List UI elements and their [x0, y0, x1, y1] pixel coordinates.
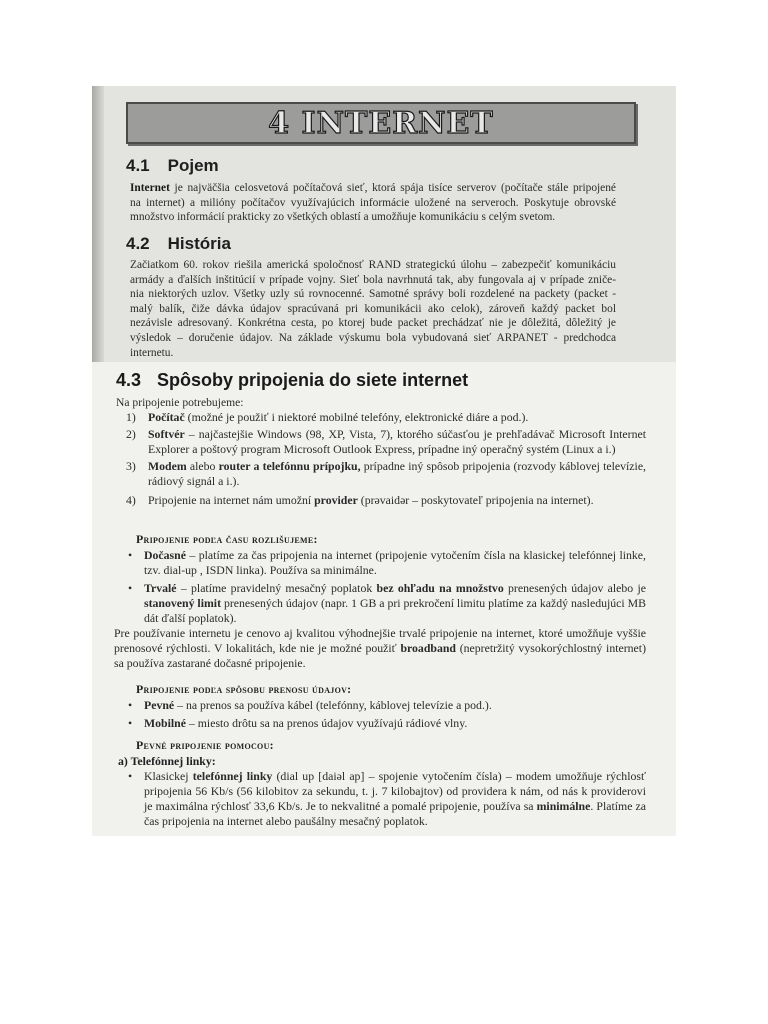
paragraph-line	[130, 181, 616, 196]
list-item	[126, 410, 646, 425]
paragraph-line: malý balík, čiže dávka údajov spracúvaná pri komunikácii ako celok), zároveň každý packet bol	[130, 302, 616, 315]
text-run: – najčastejšie Windows (98, XP, Vista, 7), ktorého súčasťou je prehľadávač Microsoft Internet Explorer a poštový program Microsoft Outlook Express, prípadne iný operačný systém (Linux a i.)	[148, 427, 646, 456]
section-4-1-heading	[126, 156, 219, 176]
section-4-2-heading	[126, 234, 231, 254]
paragraph-line: na internet) a milióny počítačov využívajúcich informácie uložené na serveroch. Poskytuje obrovské	[130, 196, 616, 209]
text-run: (prəvaidər – poskytovateľ pripojenia na internet).	[357, 493, 594, 507]
chapter-title: 4 INTERNET	[268, 105, 494, 141]
bold-term: Dočasné	[144, 548, 186, 562]
item-number: 4)	[126, 493, 136, 507]
subheading-by-transfer: Pripojenie podľa spôsobu prenosu údajov:	[136, 682, 352, 696]
text-run: alebo	[186, 459, 219, 473]
list-item	[126, 581, 646, 626]
section-title: História	[167, 234, 231, 253]
bold-term: stanovený limit	[144, 596, 222, 610]
scanned-page	[92, 86, 676, 836]
bold-term: Softvér	[148, 427, 185, 441]
text-run: prenesených údajov (napr. 1 GB a pri prekročení limitu platíme za každý nasledujúci MB dát ďalší poplatok).	[144, 596, 646, 625]
requirements-list	[126, 410, 646, 510]
text-run: prípadne iný spôsob pripojenia (rozvody káblovej televízie, rádiový signál a i.).	[148, 459, 647, 488]
paragraph-line: nia niektorých uzlov. Všetky uzly sú rovnocenné. Samotné správy boli rozdelené na packety (packet -	[130, 288, 616, 301]
bold-term: Počítač	[148, 410, 185, 424]
bold-term: router a telefónnu prípojku,	[218, 459, 361, 473]
section-4-3-heading	[116, 370, 468, 391]
requirements-intro: Na pripojenie potrebujeme:	[116, 396, 244, 409]
list-item	[126, 548, 646, 578]
bold-term: Mobilné	[144, 716, 186, 730]
transfer-method-list	[126, 698, 646, 734]
bold-term: Modem	[148, 459, 187, 473]
paragraph-line: nezávisle adresovaný. Konkrétna cesta, po ktorej bude packet prechádzať nie je dôležitá, dôležitý je	[130, 317, 616, 330]
phone-line-list	[126, 769, 646, 832]
text-run: (dial up [daiəl ap] – spojenie vytočením čísla) – modem umožňuje rýchlosť pripojenia 56 Kb/s (56 kilobitov za sekundu, t. j. 7 kilobajtov) od providera k nám, od nás k providerovi je maximálna rýchlosť 33,6 Kb/s. Je to nekvalitné a pomalé pripojenie, používa sa	[144, 769, 647, 813]
pricing-note	[114, 626, 646, 671]
section-4-1-paragraph	[130, 181, 616, 225]
bold-term: telefónnej linky	[192, 769, 273, 783]
bullet-icon: •	[128, 548, 133, 562]
section-4-2-paragraph	[130, 258, 616, 360]
bullet-icon: •	[128, 716, 133, 730]
bullet-icon: •	[128, 698, 133, 712]
list-item	[126, 769, 646, 829]
bold-term: Pevné	[144, 698, 175, 712]
bold-term: bez ohľadu na množstvo	[376, 581, 504, 595]
phone-line-label: a) Telefónnej linky:	[118, 754, 216, 768]
text-run: je najväčšia celosvetová počítačová sieť, ktorá spája tisíce serverov (počítače stále pripojené	[169, 182, 616, 194]
text-run: – na prenos sa používa kábel (telefónny, káblovej televízie a pod.).	[174, 698, 492, 712]
paragraph-line: množstvo informácií prakticky zo všetkých oblastí a umožňuje komunikáciu s celým svetom.	[130, 211, 556, 224]
subheading-by-time: Pripojenie podľa času rozlišujeme:	[136, 532, 318, 546]
text-run: (možné je použiť i niektoré mobilné telefóny, elektronické diáre a pod.).	[184, 410, 529, 424]
section-number: 4.2	[126, 234, 150, 253]
paragraph-line: armády a ďalších inštitúcií v prípade vojny. Sieť bola navrhnutá tak, aby fungovala aj v prípade zniče-	[130, 273, 616, 286]
paragraph-line: Začiatkom 60. rokov riešila americká spoločnosť RAND strategickú úlohu – zabezpečiť komunikáciu	[130, 259, 616, 271]
text-run: prenesených údajov alebo je	[503, 581, 646, 595]
chapter-banner	[126, 102, 636, 144]
section-title: Pojem	[167, 156, 219, 175]
text-run: Pripojenie na internet nám umožní	[148, 493, 315, 507]
bold-term: provider	[314, 493, 358, 507]
text-run: – platíme pravidelný mesačný poplatok	[176, 581, 377, 595]
text-run: – platíme za čas pripojenia na internet (pripojenie vytočením čísla na klasickej telefónnej linke, tzv. dial-up , ISDN linka). Používa sa minimálne.	[144, 548, 646, 577]
bullet-icon: •	[128, 769, 133, 783]
bullet-icon: •	[128, 581, 133, 595]
bold-term: minimálne	[536, 799, 591, 813]
section-title: Spôsoby pripojenia do siete internet	[157, 370, 469, 390]
text-run: Pre používanie internetu je cenovo aj kvalitou výhodnejšie trvalé pripojenie na internet, ktoré umožňuje vyššie prenosové rýchlosti. V lokalitách, kde nie je možné použiť	[114, 626, 646, 655]
item-number: 3)	[126, 459, 136, 473]
list-item	[126, 493, 646, 508]
list-item	[126, 427, 646, 457]
item-number: 2)	[126, 427, 136, 441]
bold-term: broadband	[400, 641, 456, 655]
list-item	[126, 459, 646, 489]
paragraph-line: výsledok – doručenie údajov. Na základe výskumu bola vybudovaná sieť ARPANET - predchodca	[130, 331, 616, 344]
section-number: 4.3	[116, 370, 142, 390]
text-run: Klasickej	[144, 769, 193, 783]
item-number: 1)	[126, 410, 136, 424]
section-number: 4.1	[126, 156, 150, 175]
list-item	[126, 716, 646, 731]
text-run: . Platíme za čas pripojenia na internet alebo paušálny mesačný poplatok.	[144, 799, 646, 828]
list-item	[126, 698, 646, 713]
text-run: – miesto drôtu sa na prenos údajov využívajú rádiové vlny.	[185, 716, 468, 730]
paragraph-line: internetu.	[130, 346, 174, 359]
bold-term: Trvalé	[144, 581, 177, 595]
subheading-fixed-connection: Pevné pripojenie pomocou:	[136, 738, 274, 752]
bold-term: Internet	[130, 182, 170, 194]
text-run: (nepretržitý vysokorýchlostný internet) sa používa zastarané dočasné pripojenie.	[114, 641, 647, 670]
time-connection-list	[126, 548, 646, 629]
